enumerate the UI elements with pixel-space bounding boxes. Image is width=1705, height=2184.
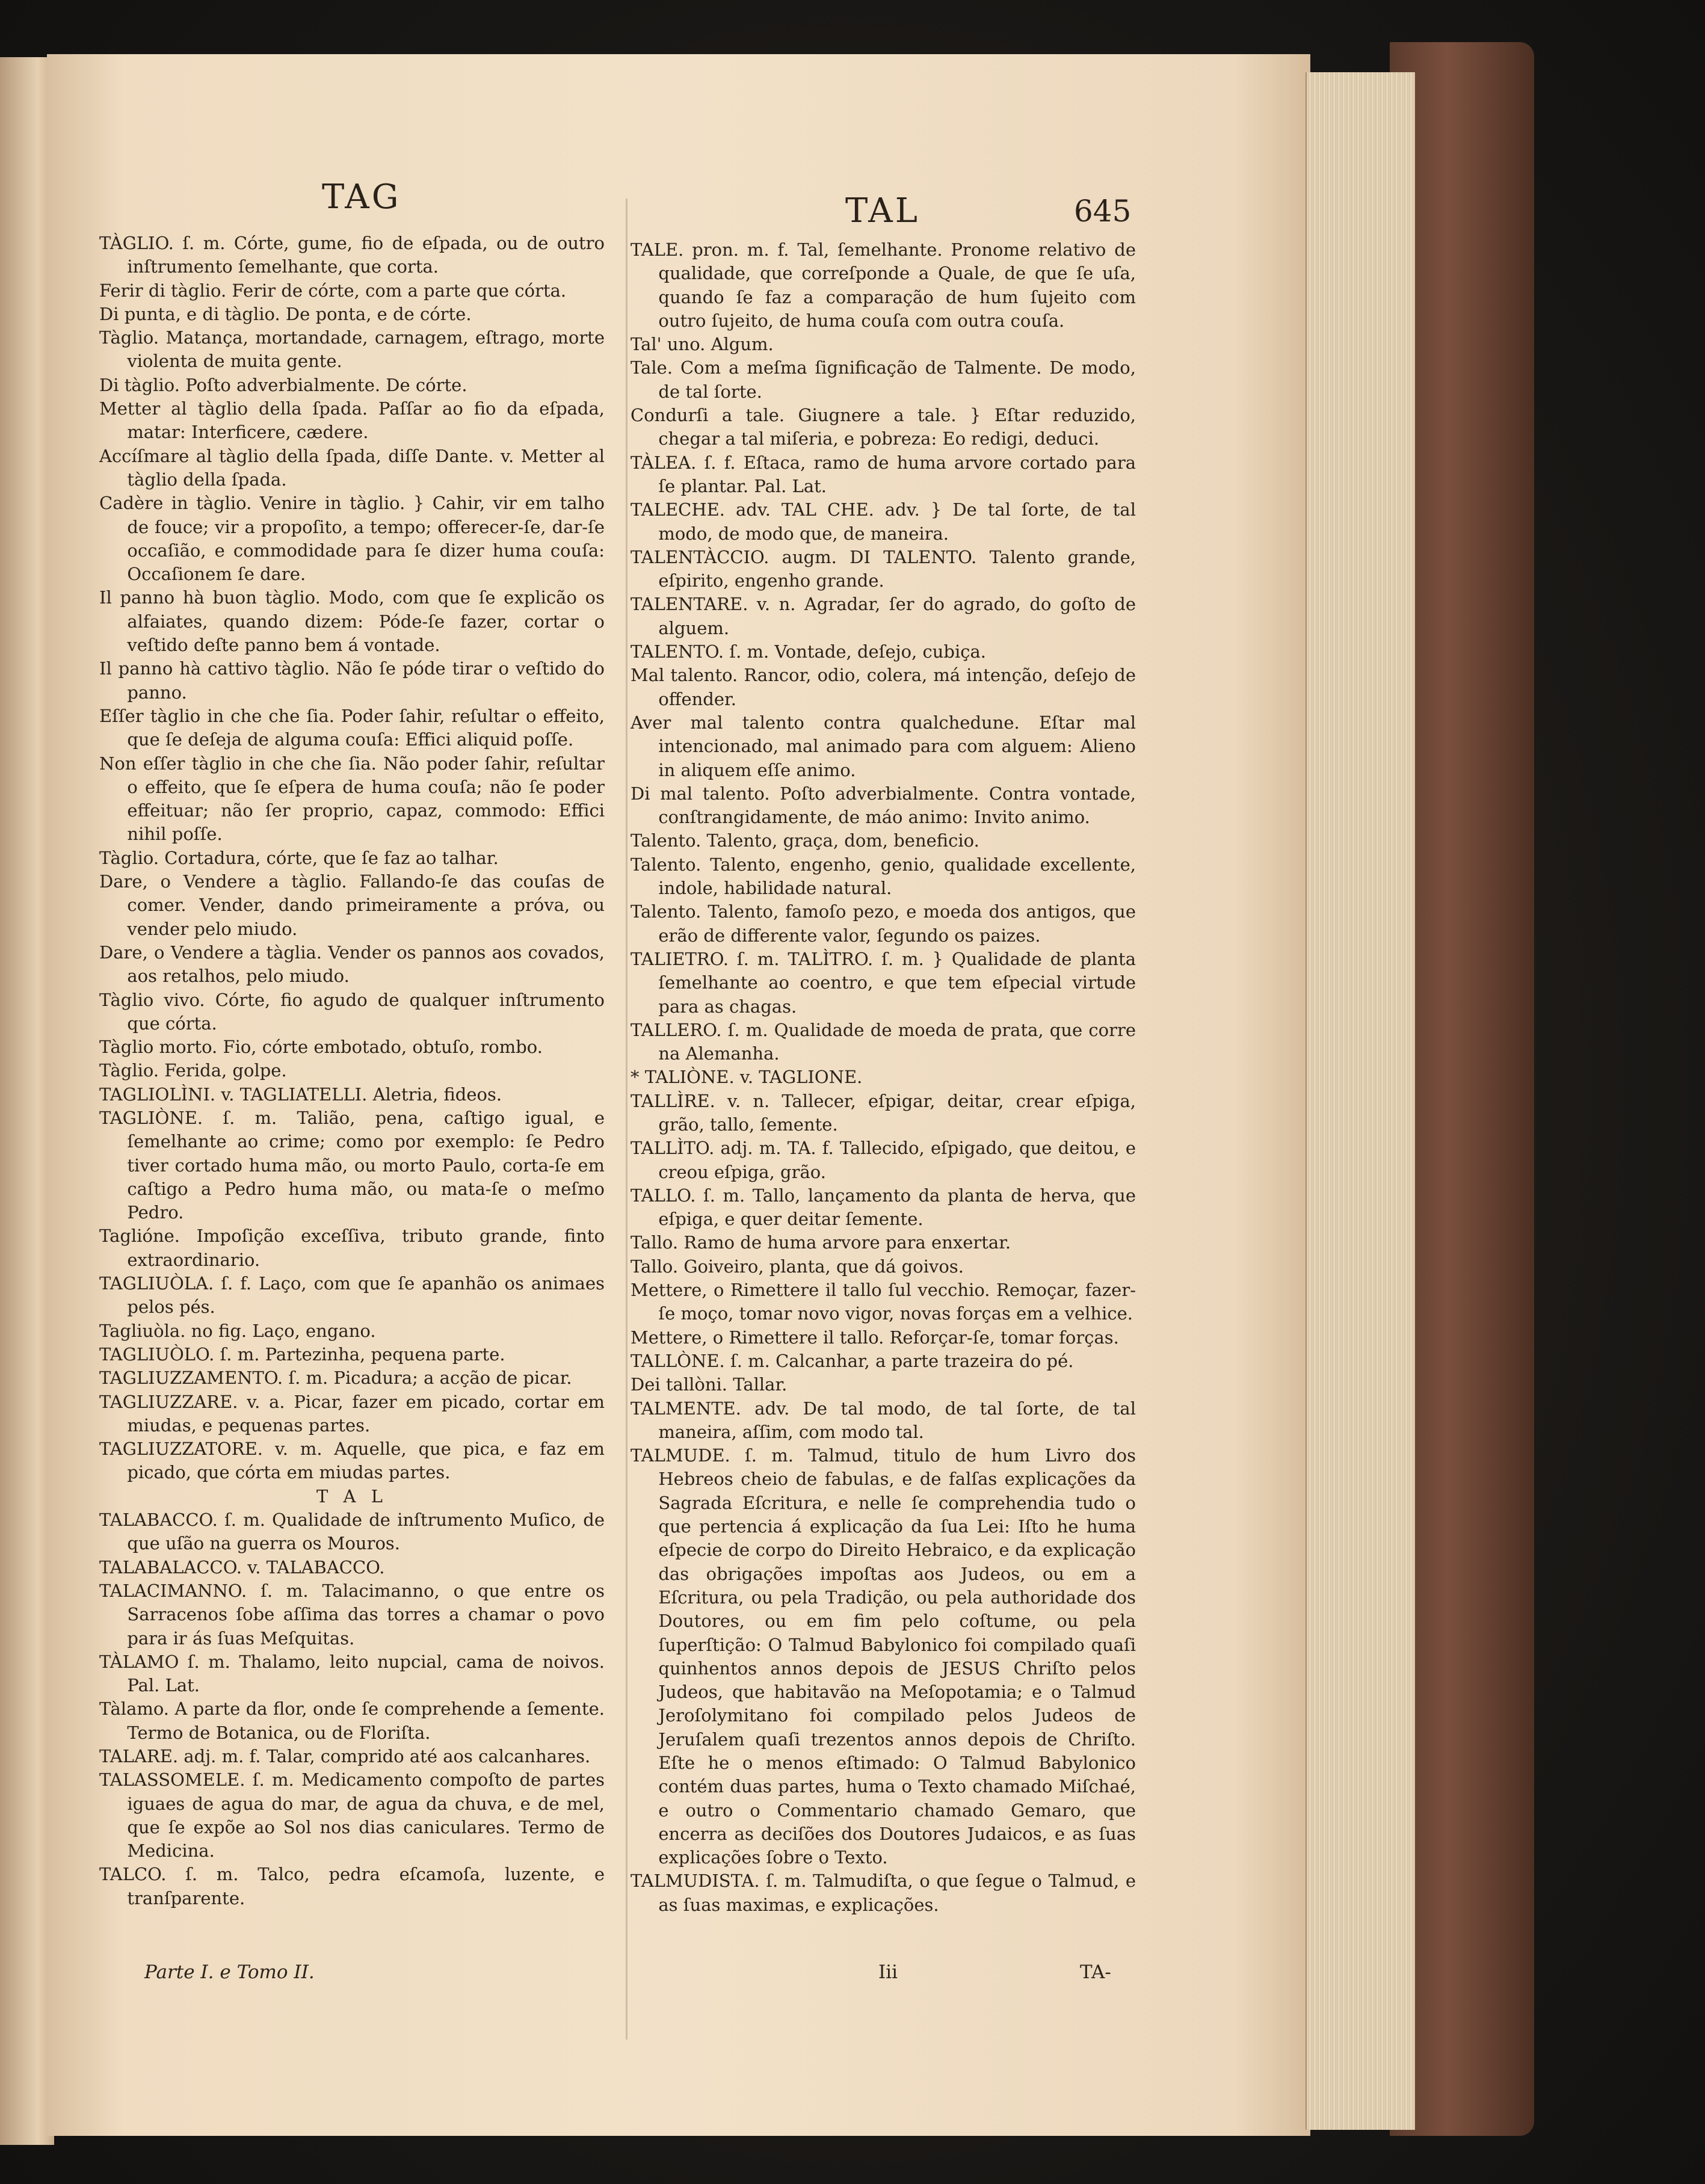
- dictionary-entry: Tàglio. Cortadura, córte, que ſe faz ao talhar.: [99, 847, 499, 868]
- dictionary-entry: TAGLIUZZARE. v. a. Picar, fazer em picado, cortar em miudas, e pequenas partes.: [99, 1391, 605, 1436]
- dictionary-entry: TALIETRO. ſ. m. TALÌTRO. ſ. m. } Qualidade de planta ſemelhante ao coentro, e que tem eſpecial virtude para as chagas.: [631, 948, 1136, 1017]
- dictionary-entry: Di mal talento. Poſto adverbialmente. Contra vontade, conſtrangidamente, de máo animo: Invito animo.: [631, 783, 1136, 828]
- page-edges: [1306, 72, 1415, 2130]
- dictionary-entry: TAGLIOLÌNI. v. TAGLIATELLI. Aletria, fideos.: [99, 1084, 502, 1105]
- dictionary-entry: Accíſmare al tàglio della ſpada, diſſe Dante. v. Metter al tàglio della ſpada.: [99, 445, 605, 490]
- dictionary-entry: Cadère in tàglio. Venire in tàglio. } Cahir, vir em talho de fouce; vir a propoſito, a tempo; offerecer-ſe, dar-ſe occaſião, e commodidade para ſe dizer huma couſa: Occaſionem ſe dare.: [99, 493, 605, 585]
- left-column: [99, 232, 605, 1910]
- dictionary-entry: TAGLIÒNE. ſ. m. Talião, pena, caſtigo igual, e ſemelhante ao crime; como por exemplo: ſe Pedro tiver cortado huma mão, ou morto Paulo, corta-ſe em caſtigo a Pedro huma mão, ou mata-ſe o meſmo Pedro.: [99, 1107, 605, 1223]
- dictionary-entry: TÀGLIO. ſ. m. Córte, gume, fio de eſpada, ou de outro inſtrumento ſemelhante, que corta.: [99, 233, 605, 277]
- dictionary-entry: TALABALACCO. v. TALABACCO.: [99, 1556, 385, 1578]
- dictionary-entry: TALENTO. ſ. m. Vontade, deſejo, cubiça.: [631, 641, 987, 662]
- dictionary-entry: Il panno hà cattivo tàglio. Não ſe póde tirar o veſtido do panno.: [99, 658, 605, 703]
- dictionary-entry: TALLÌTO. adj. m. TA. f. Tallecido, eſpigado, que deitou, e creou eſpiga, grão.: [631, 1138, 1136, 1182]
- dictionary-entry: TALMUDE. ſ. m. Talmud, titulo de hum Livro dos Hebreos cheio de fabulas, e de falſas explicações da Sagrada Eſcritura, e nelle ſe comprehendia tudo o que pertencia á explicação da ſua Lei: Iſto he huma eſpecie de corpo do Direito Hebraico, e da explicação das obrigações impoſtas aos Judeos, ou em a Eſcritura, ou pela Tradição, ou pela authoridade dos Doutores, ou em fim pelo coſtume, ou pela ſuperſtição: O Talmud Babylonico foi compilado quaſi quinhentos annos depois de JESUS Chriſto pelos Judeos, que habitavão na Meſopotamia; e o Talmud Jeroſolymitano foi compilado pelos Judeos de Jeruſalem quaſi trezentos annos depois de Chriſto. Eſte he o menos eſtimado: O Talmud Babylonico contém duas partes, huma o Texto chamado Miſchaé, e outro o Commentario chamado Gemaro, que encerra as deciſões dos Doutores Judaicos, e as ſuas explicações ſobre o Texto.: [631, 1445, 1136, 1868]
- dictionary-entry: TALE. pron. m. f. Tal, ſemelhante. Pronome relativo de qualidade, que correſponde a Quale, de que ſe uſa, quando ſe faz a comparação de hum ſujeito com outro ſujeito, de huma couſa com outra couſa.: [631, 239, 1136, 331]
- dictionary-entry: Dare, o Vendere a tàglia. Vender os pannos aos covados, aos retalhos, pelo miudo.: [99, 942, 605, 987]
- dictionary-entry: Condurſi a tale. Giugnere a tale. } Eſtar reduzido, chegar a tal miſeria, e pobreza: Eo redigi, deduci.: [631, 405, 1136, 449]
- page-number: 645: [1074, 194, 1132, 229]
- dictionary-entry: TALLÒNE. ſ. m. Calcanhar, a parte trazeira do pé.: [631, 1350, 1074, 1371]
- dictionary-entry: Talento. Talento, famoſo pezo, e moeda dos antigos, que erão de differente valor, ſegundo os paizes.: [631, 901, 1136, 946]
- dictionary-entry: TALLÌRE. v. n. Tallecer, eſpigar, deitar, crear eſpiga, grão, tallo, ſemente.: [631, 1090, 1136, 1135]
- dictionary-entry: Dei tallòni. Tallar.: [631, 1374, 788, 1395]
- left-running-head: TAG: [322, 177, 401, 217]
- dictionary-entry: Dare, o Vendere a tàglio. Fallando-ſe das couſas de comer. Vender, dando primeiramente a próva, ou vender pelo miudo.: [99, 871, 605, 939]
- dictionary-entry: Il panno hà buon tàglio. Modo, com que ſe explicão os alfaiates, quando dizem: Póde-ſe fazer, cortar o veſtido deſte panno bem á vontade.: [99, 587, 605, 656]
- right-column: [631, 238, 1136, 1917]
- dictionary-entry: Talento. Talento, graça, dom, beneficio.: [631, 830, 979, 851]
- dictionary-entry: TÀLAMO ſ. m. Thalamo, leito nupcial, cama de noivos. Pal. Lat.: [99, 1651, 605, 1696]
- dictionary-entry: TALMUDISTA. ſ. m. Talmudiſta, o que ſegue o Talmud, e as ſuas maximas, e explicações.: [631, 1871, 1136, 1915]
- dictionary-entry: Eſſer tàglio in che che ſia. Poder ſahir, reſultar o effeito, que ſe deſeja de alguma couſa: Effici aliquid poſſe.: [99, 705, 605, 750]
- footer-catchword: TA-: [1080, 1961, 1111, 1983]
- dictionary-entry: TAGLIUZZAMENTO. ſ. m. Picadura; a acção de picar.: [99, 1368, 572, 1389]
- dictionary-entry: Tàglio morto. Fio, córte embotado, obtuſo, rombo.: [99, 1037, 543, 1058]
- dictionary-entry: TAGLIUÒLO. ſ. m. Partezinha, pequena parte.: [99, 1343, 505, 1365]
- dictionary-entry: TALMENTE. adv. De tal modo, de tal ſorte, de tal maneira, aſſim, com modo tal.: [631, 1398, 1136, 1442]
- dictionary-entry: Tàlamo. A parte da flor, onde ſe comprehende a ſemente. Termo de Botanica, ou de Floriſta.: [99, 1698, 605, 1743]
- previous-page-edge: [0, 57, 54, 2145]
- dictionary-entry: TÀLEA. ſ. f. Eſtaca, ramo de huma arvore cortado para ſe plantar. Pal. Lat.: [631, 452, 1136, 496]
- dictionary-entry: T A L: [316, 1485, 387, 1507]
- dictionary-entry: Di tàglio. Poſto adverbialmente. De córte.: [99, 374, 467, 395]
- dictionary-entry: Aver mal talento contra qualchedune. Eſtar mal intencionado, mal animado para com alguem: Alieno in aliquem eſſe animo.: [631, 712, 1136, 780]
- dictionary-entry: TALECHE. adv. TAL CHE. adv. } De tal ſorte, de tal modo, de modo que, de maneira.: [631, 499, 1136, 544]
- dictionary-entry: TALABACCO. ſ. m. Qualidade de inſtrumento Muſico, de que uſão na guerra os Mouros.: [99, 1510, 605, 1554]
- dictionary-entry: Non eſſer tàglio in che che ſia. Não poder ſahir, reſultar o effeito, que ſe eſpera de huma couſa; não ſe poder effeituar; não ſer proprio, capaz, commodo: Effici nihil poſſe.: [99, 753, 605, 845]
- dictionary-entry: Mettere, o Rimettere il tallo ſul vecchio. Remoçar, fazer-ſe moço, tomar novo vigor, novas forças em a velhice.: [631, 1280, 1136, 1324]
- dictionary-entry: TALLO. ſ. m. Tallo, lançamento da planta de herva, que eſpiga, e quer deitar ſemente.: [631, 1185, 1136, 1230]
- dictionary-entry: Tal' uno. Algum.: [631, 334, 774, 355]
- dictionary-entry: Di punta, e di tàglio. De ponta, e de córte.: [99, 303, 472, 324]
- dictionary-entry: TAGLIUÒLA. ſ. f. Laço, com que ſe apanhão os animaes pelos pés.: [99, 1273, 605, 1318]
- dictionary-entry: Taglióne. Impoſição exceſſiva, tributo grande, finto extraordinario.: [99, 1226, 605, 1270]
- dictionary-entry: Tàglio. Ferida, golpe.: [99, 1060, 287, 1081]
- dictionary-entry: TALASSOMELE. ſ. m. Medicamento compoſto de partes iguaes de agua do mar, de agua da chuva, e de mel, que ſe expõe ao Sol nos dias caniculares. Termo de Medicina.: [99, 1769, 605, 1862]
- dictionary-entry: Tagliuòla. no fig. Laço, engano.: [99, 1320, 376, 1341]
- dictionary-entry: TALACIMANNO. ſ. m. Talacimanno, o que entre os Sarracenos ſobe aſſima das torres a chamar o povo para ir ás ſuas Meſquitas.: [99, 1580, 605, 1649]
- dictionary-entry: Metter al tàglio della ſpada. Paſſar ao fio da eſpada, matar: Interficere, cædere.: [99, 398, 605, 443]
- dictionary-entry: Mettere, o Rimettere il tallo. Reforçar-ſe, tomar forças.: [631, 1327, 1119, 1348]
- dictionary-entry: TALENTARE. v. n. Agradar, ſer do agrado, do goſto de alguem.: [631, 594, 1136, 638]
- dictionary-entry: * TALIÒNE. v. TAGLIONE.: [631, 1067, 863, 1088]
- footer-signature: Parte I. e Tomo II.: [144, 1961, 315, 1983]
- dictionary-entry: TALLERO. ſ. m. Qualidade de moeda de prata, que corre na Alemanha.: [631, 1019, 1136, 1064]
- dictionary-entry: Ferir di tàglio. Ferir de córte, com a parte que córta.: [99, 280, 567, 301]
- dictionary-entry: Tàglio. Matança, mortandade, carnagem, eſtrago, morte violenta de muita gente.: [99, 327, 605, 372]
- dictionary-entry: Tallo. Goiveiro, planta, que dá goivos.: [631, 1256, 964, 1277]
- right-running-head: TAL: [845, 191, 920, 230]
- dictionary-entry: Tàglio vivo. Córte, fio agudo de qualquer inſtrumento que córta.: [99, 989, 605, 1034]
- dictionary-entry: Talento. Talento, engenho, genio, qualidade excellente, indole, habilidade natural.: [631, 854, 1136, 899]
- dictionary-entry: TALCO. ſ. m. Talco, pedra eſcamoſa, luzente, e tranſparente.: [99, 1864, 605, 1908]
- dictionary-entry: Mal talento. Rancor, odio, colera, má intenção, deſejo de offender.: [631, 665, 1136, 709]
- dictionary-entry: Tale. Com a meſma ſignificação de Talmente. De modo, de tal ſorte.: [631, 357, 1136, 402]
- column-divider: [626, 199, 627, 2040]
- dictionary-entry: Tallo. Ramo de huma arvore para enxertar.: [631, 1232, 1011, 1253]
- dictionary-entry: TAGLIUZZATORE. v. m. Aquelle, que pica, e faz em picado, que córta em miudas partes.: [99, 1439, 605, 1483]
- dictionary-entry: TALARE. adj. m. f. Talar, comprido até aos calcanhares.: [99, 1746, 591, 1766]
- dictionary-entry: TALENTÀCCIO. augm. DI TALENTO. Talento grande, eſpirito, engenho grande.: [631, 546, 1136, 591]
- footer-gathering-mark: Iii: [878, 1961, 898, 1983]
